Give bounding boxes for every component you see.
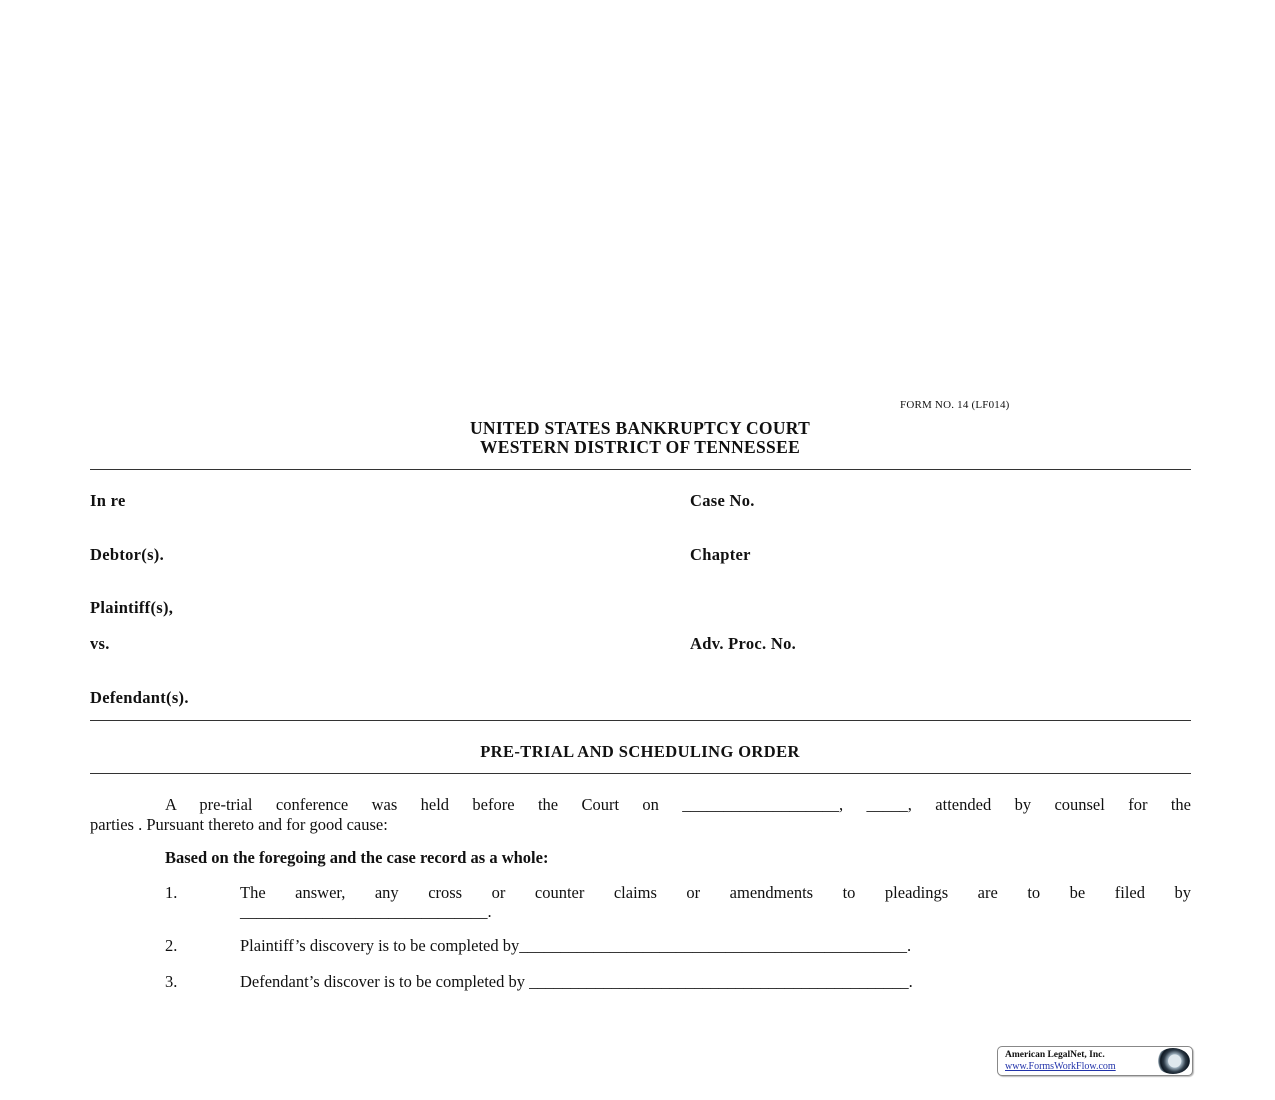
american-legalnet-badge[interactable] [997,1046,1193,1076]
intro-line-2: parties . Pursuant thereto and for good cause: [90,815,388,834]
court-district: WESTERN DISTRICT OF TENNESSEE [479,437,801,457]
item-number-2: 2. [165,936,178,955]
item-1 [240,883,1191,921]
badge-company-name: American LegalNet, Inc. [1005,1050,1105,1060]
item-1-line-1: The answer, any cross or counter claims or amendments to pleadings are to be filed by [240,883,1191,902]
plaintiffs-label: Plaintiff(s), [90,598,174,617]
globe-logo-icon [1156,1048,1190,1074]
order-title: PRE-TRIAL AND SCHEDULING ORDER [480,742,800,761]
adv-proc-no-label: Adv. Proc. No. [690,634,797,653]
item-3: Defendant’s discover is to be completed by ______________________________________________. [240,972,913,991]
basis-heading: Based on the foregoing and the case record as a whole: [165,848,549,867]
divider-line [90,469,1191,470]
item-number-1: 1. [165,883,178,902]
defendants-label: Defendant(s). [90,688,189,707]
case-no-label: Case No. [690,491,755,510]
vs-label: vs. [90,634,110,653]
intro-line-1: A pre-trial conference was held before the Court on ___________________, _____, attended by counsel for the [165,795,1191,814]
intro-paragraph [90,795,1191,835]
item-2: Plaintiff’s discovery is to be completed by_______________________________________________. [240,936,912,955]
badge-url-link[interactable]: www.FormsWorkFlow.com [1005,1061,1116,1072]
court-name: UNITED STATES BANKRUPTCY COURT [469,418,811,438]
divider-line [90,773,1191,774]
item-number-3: 3. [165,972,178,991]
debtors-label: Debtor(s). [90,545,165,564]
chapter-label: Chapter [690,545,751,564]
divider-line [90,720,1191,721]
item-1-line-2: ______________________________. [240,902,492,921]
form-number: FORM NO. 14 (LF014) [900,399,1010,411]
in-re-label: In re [90,491,126,510]
